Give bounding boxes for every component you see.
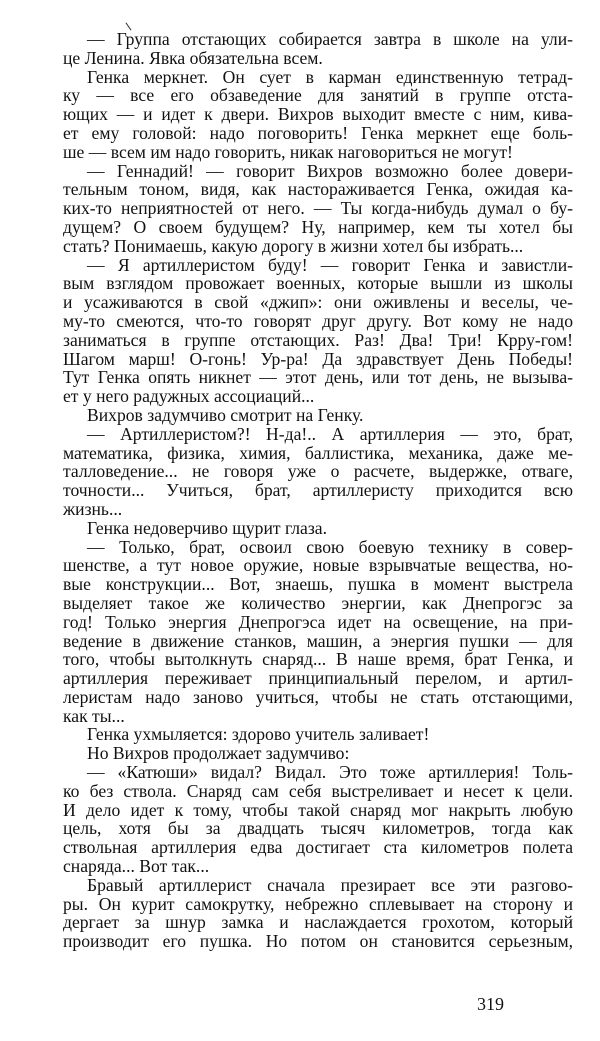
- text-line: — Только, брат, освоил свою боевую технику в совер-: [87, 536, 573, 557]
- text-line: заниматься в группе отстающих. Раз! Два! Три! Крру-гом!: [63, 329, 573, 350]
- text-line: выделяет такое же количество энергии, как Днепрогэс за: [63, 592, 573, 613]
- text-line: Генка меркнет. Он сует в карман единственную тетрад-: [87, 66, 573, 87]
- text-line: ких-то неприятностей от него. — Ты когда-нибудь думал о бу-: [63, 198, 573, 219]
- text-line: стать? Понимаешь, какую дорогу в жизни хотел бы избрать...: [63, 235, 524, 256]
- text-line: тельным тоном, видя, как настораживается Генка, ожидая ка-: [63, 179, 573, 200]
- text-line: талловедение... не говоря уже о расчете, выдержке, отваге,: [63, 461, 573, 482]
- text-line: ведение в движение станков, машин, а энергия пушки — для: [63, 630, 573, 651]
- text-line: цель, хотя бы за двадцать тысяч километров, тогда как: [63, 818, 573, 839]
- text-line: ше — всем им надо говорить, никак наговориться не могут!: [63, 141, 513, 162]
- text-line: му-то смеются, что-то говорят друг другу. Вот кому не надо: [63, 310, 573, 331]
- text-line: Вихров задумчиво смотрит на Генку.: [87, 404, 364, 425]
- text-line: вым взглядом провожает военных, которые вышли из школы: [63, 273, 573, 294]
- text-line: ко без ствола. Снаряд сам себя выстреливает и несет к цели.: [63, 780, 573, 801]
- text-line: — Геннадий! — говорит Вихров возможно более довери-: [87, 160, 573, 181]
- text-line: вые конструкции... Вот, знаешь, пушка в момент выстрела: [63, 574, 573, 595]
- text-line: ры. Он курит самокрутку, небрежно сплевывает на сторону и: [63, 893, 573, 914]
- text-line: артиллерия переживает принципиальный перелом, и артил-: [63, 668, 573, 689]
- text-line: И дело идет к тому, чтобы такой снаряд мог накрыть любую: [63, 799, 573, 820]
- text-line: — Артиллеристом?! Н-да!.. А артиллерия — это, брат,: [87, 423, 573, 444]
- text-line: снаряда... Вот так...: [63, 856, 210, 877]
- text-line: жизнь...: [63, 498, 123, 519]
- text-line: ющих — и идет к двери. Вихров выходит вместе с ним, кива-: [63, 104, 573, 125]
- text-line: Генка ухмыляется: здорово учитель заливает!: [87, 724, 430, 745]
- text-line: и усаживаются в свой «джип»: они оживлены и веселы, че-: [63, 292, 573, 313]
- text-line: дущем? О своем будущем? Ну, например, кем ты хотел бы: [63, 216, 573, 237]
- text-line: год! Только энергия Днепрогэса идет на освещение, на при-: [63, 611, 573, 632]
- text-line: — Я артиллеристом буду! — говорит Генка и завистли-: [87, 254, 573, 275]
- text-line: Генка недоверчиво щурит глаза.: [87, 517, 328, 538]
- page-body-text: [63, 30, 573, 951]
- text-line: математика, физика, химия, баллистика, механика, даже ме-: [63, 442, 573, 463]
- text-line: ку — все его обзаведение для занятий в группе отста-: [63, 85, 573, 106]
- text-line: шенстве, а тут новое оружие, новые взрывчатые вещества, но-: [63, 555, 573, 576]
- text-line: ствольная артиллерия едва достигает ста километров полета: [63, 837, 573, 858]
- text-line: Но Вихров продолжает задумчиво:: [87, 743, 350, 764]
- text-line: ет ему головой: надо поговорить! Генка меркнет еще боль-: [63, 122, 573, 143]
- text-line: Бравый артиллерист сначала презирает все эти разгово-: [87, 874, 573, 895]
- text-line: це Ленина. Явка обязательна всем.: [63, 47, 323, 68]
- text-line: — «Катюши» видал? Видал. Это тоже артиллерия! Толь-: [87, 762, 573, 783]
- text-line: леристам надо заново учиться, чтобы не стать отстающими,: [63, 686, 573, 707]
- text-line: того, чтобы вытолкнуть снаряд... В наше время, брат Генка, и: [63, 649, 573, 670]
- text-line: — Группа отстающих собирается завтра в школе на ули-: [87, 29, 573, 49]
- text-line: точности... Учиться, брат, артиллеристу приходится всю: [63, 480, 573, 501]
- text-line: Шагом марш! О-гонь! Ур-ра! Да здравствует День Победы!: [63, 348, 573, 369]
- text-line: как ты...: [63, 705, 125, 726]
- text-line: Тут Генка опять никнет — этот день, или тот день, не вызыва-: [63, 367, 573, 388]
- text-line: ет у него радужных ассоциаций...: [63, 386, 315, 407]
- page-number: 319: [477, 994, 504, 1014]
- text-line: дергает за шнур замка и наслаждается грохотом, который: [63, 912, 573, 933]
- text-line: производит его пушка. Но потом он становится серьезным,: [63, 931, 573, 952]
